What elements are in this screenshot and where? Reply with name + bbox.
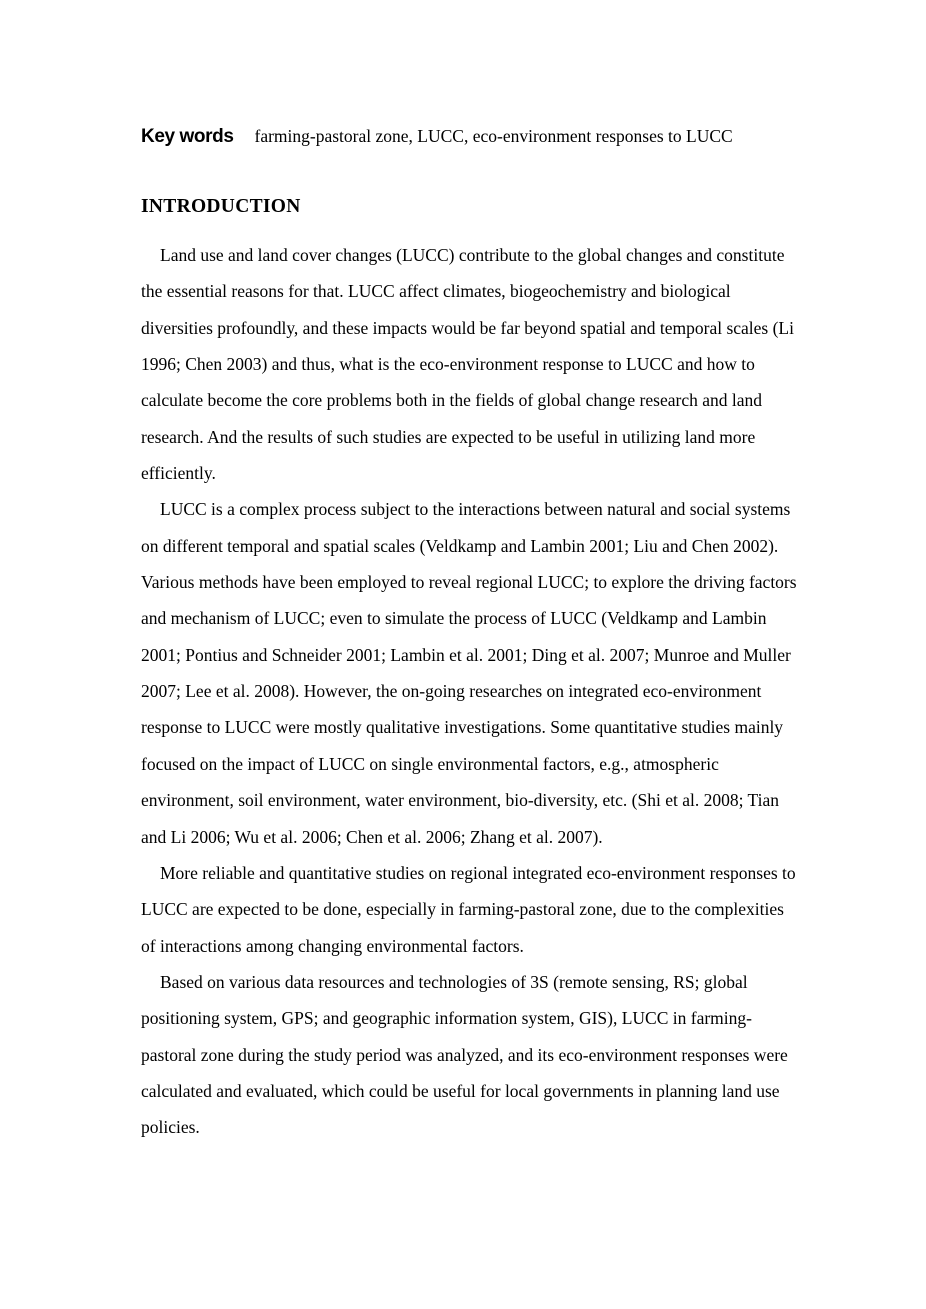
keywords-label: Key words	[141, 126, 234, 147]
paragraph: Based on various data resources and technologies of 3S (remote sensing, RS; global positioning system, GPS; and geographic information system, GIS), LUCC in farming-pastoral zone during the study period was analyzed, and its eco-environment responses were calculated and evaluated, which could be useful for local governments in planning land use policies.	[141, 971, 788, 1138]
keywords-text: farming-pastoral zone, LUCC, eco-environment responses to LUCC	[254, 126, 733, 146]
paragraph: LUCC is a complex process subject to the interactions between natural and social systems on different temporal and spatial scales (Veldkamp and Lambin 2001; Liu and Chen 2002). Various methods have been employed to reveal regional LUCC; to explore the driving factors and mechanism of LUCC; even to simulate the process of LUCC (Veldkamp and Lambin 2001; Pontius and Schneider 2001; Lambin et al. 2001; Ding et al. 2007; Munroe and Muller 2007; Lee et al. 2008). However, the on-going researches on integrated eco-environment response to LUCC were mostly qualitative investigations. Some quantitative studies mainly focused on the impact of LUCC on single environmental factors, e.g., atmospheric environment, soil environment, water environment, bio-diversity, etc. (Shi et al. 2008; Tian and Li 2006; Wu et al. 2006; Chen et al. 2006; Zhang et al. 2007).	[141, 499, 797, 847]
introduction-body	[141, 237, 799, 1146]
paragraph: More reliable and quantitative studies on regional integrated eco-environment responses to LUCC are expected to be done, especially in farming-pastoral zone, due to the complexities of interactions among changing environmental factors.	[141, 862, 796, 956]
paragraph: Land use and land cover changes (LUCC) contribute to the global changes and constitute the essential reasons for that. LUCC affect climates, biogeochemistry and biological diversities profoundly, and these impacts would be far beyond spatial and temporal scales (Li 1996; Chen 2003) and thus, what is the eco-environment response to LUCC and how to calculate become the core problems both in the fields of global change research and land research. And the results of such studies are expected to be useful in utilizing land more efficiently.	[141, 245, 794, 484]
keywords-line	[141, 126, 733, 148]
introduction-heading: INTRODUCTION	[141, 196, 301, 217]
